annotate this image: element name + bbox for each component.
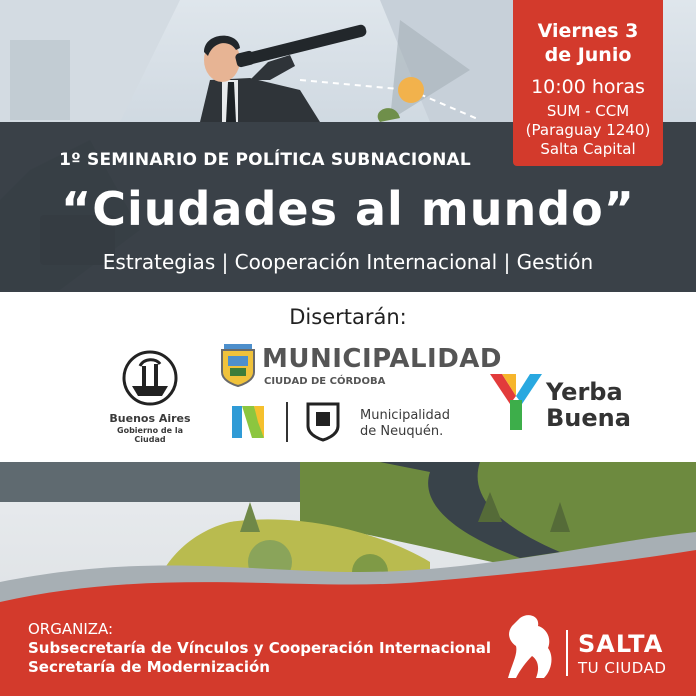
buenos-aires-logo [104,348,214,444]
bsas-name: Buenos Aires [109,412,191,425]
salta-gaucho-horse-icon [500,612,558,682]
seminar-title: 1º SEMINARIO DE POLÍTICA SUBNACIONAL [59,150,471,170]
neuquen-n-icon [228,402,268,442]
event-info-box [513,0,663,166]
yerba-name: Yerba [546,378,623,406]
salta-brand-title: SALTA [578,630,664,658]
buenos-aires-shield-icon [104,348,214,410]
organizer-secretaria: Secretaría de Modernización [28,658,270,676]
bsas-subname: Gobierno de la Ciudad [117,426,183,444]
neuquen-name: Municipalidad [360,408,450,423]
organize-label: ORGANIZA: [28,620,114,638]
salta-divider [566,630,568,676]
neuquen-divider [286,402,288,442]
event-venue: SUM - CCM [546,102,630,120]
speakers-label: Disertarán: [289,305,407,329]
cordoba-crest-icon [218,338,258,388]
event-date-day: Viernes 3 [537,20,639,42]
neuquen-logo [228,398,468,446]
event-time: 10:00 horas [531,76,645,98]
neuquen-crest-icon [304,400,342,442]
event-date-month: de Junio [544,44,632,66]
salta-brand-subtitle: TU CIUDAD [578,659,667,677]
cordoba-subname: CIUDAD DE CÓRDOBA [264,376,386,387]
subtitle: Estrategias | Cooperación Internacional | Gestión [102,250,594,274]
cordoba-name: MUNICIPALIDAD [262,344,502,374]
yerba-buena-logo [488,370,631,436]
organizer-subsecretaria: Subsecretaría de Vínculos y Cooperación Internacional [28,639,492,657]
neuquen-subname: de Neuquén. [360,424,444,439]
event-address: (Paraguay 1240) [525,121,651,139]
buena-name: Buena [546,404,631,432]
yerba-buena-y-icon [488,370,544,432]
event-city: Salta Capital [540,140,636,158]
main-title: “Ciudades al mundo” [60,182,635,236]
cordoba-logo [218,338,502,392]
